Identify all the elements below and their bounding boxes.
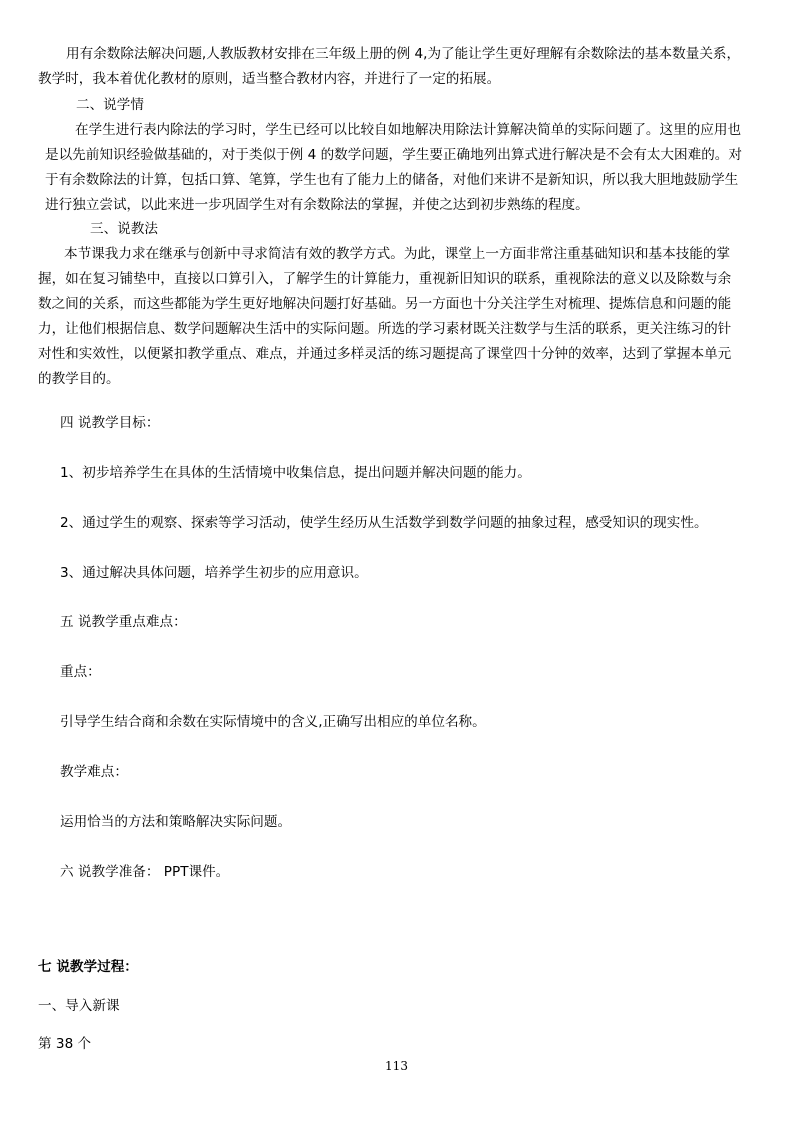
section-3-line-6: 的教学目的。	[38, 371, 120, 387]
section-3-line-3: 数之间的关系，而这些都能为学生更好地解决问题打好基础。另一方面也十分关注学生对梳理、提炼信息和问题的能	[38, 296, 732, 312]
difficulty-text: 运用恰当的方法和策略解决实际问题。	[60, 814, 292, 830]
section-3-line-4: 力，让他们根据信息、数学问题解决生活中的实际问题。所选的学习素材既关注数学与生活的联系，更关注练习的针	[38, 321, 732, 337]
section-3-line-5: 对性和实效性，以便紧扣教学重点、难点，并通过多样灵活的练习题提高了课堂四十分钟的效率，达到了掌握本单元	[38, 346, 732, 362]
section-3-heading: 三、说教法	[90, 221, 158, 237]
section-2-line-4: 进行独立尝试，以此来进一步巩固学生对有余数除法的掌握，并使之达到初步熟练的程度。	[45, 197, 589, 213]
section-2-line-2: 是以先前知识经验做基础的，对于类似于例 4 的数学问题，学生要正确地列出算式进行解决是不会有太大困难的。对	[45, 147, 742, 163]
section-3-line-1: 本节课我力求在继承与创新中寻求简洁有效的教学方式。为此，课堂上一方面非常注重基础知识和基本技能的掌	[64, 246, 731, 262]
section-4-heading: 四 说教学目标：	[60, 415, 160, 431]
section-2-heading: 二、说学情	[76, 97, 144, 113]
section-3-line-2: 握，如在复习铺垫中，直接以口算引入，了解学生的计算能力，重视新旧知识的联系，重视除法的意义以及除数与余	[38, 271, 732, 287]
section-7-heading: 七 说教学过程：	[38, 959, 138, 975]
goal-2: 2、通过学生的观察、探索等学习活动，使学生经历从生活数学到数学问题的抽象过程，感受知识的现实性。	[60, 515, 708, 531]
key-point-text: 引导学生结合商和余数在实际情境中的含义,正确写出相应的单位名称。	[60, 714, 486, 730]
difficulty-label: 教学难点：	[60, 764, 128, 780]
page-number: 113	[385, 1059, 408, 1073]
goal-1: 1、初步培养学生在具体的生活情境中收集信息，提出问题并解决问题的能力。	[60, 465, 531, 481]
section-2-line-3: 于有余数除法的计算，包括口算、笔算，学生也有了能力上的储备，对他们来讲不是新知识，所以我大胆地鼓励学生	[45, 172, 739, 188]
section-7-sub-1: 一、导入新课	[38, 998, 120, 1014]
section-6-heading: 六 说教学准备： PPT课件。	[60, 864, 230, 880]
intro-line-2: 教学时，我本着优化教材的原则，适当整合教材内容，并进行了一定的拓展。	[38, 71, 501, 87]
section-2-line-1: 在学生进行表内除法的学习时，学生已经可以比较自如地解决用除法计算解决简单的实际问题了。这里的应用也	[75, 122, 742, 138]
key-point-label: 重点：	[60, 664, 101, 680]
goal-3: 3、通过解决具体问题，培养学生初步的应用意识。	[60, 565, 368, 581]
intro-line-1: 用有余数除法解决问题,人教版教材安排在三年级上册的例 4,为了能让学生更好理解有余数除法的基本数量关系，	[66, 46, 741, 62]
section-5-heading: 五 说教学重点难点：	[60, 614, 187, 630]
section-7-sub-2: 第 38 个	[38, 1036, 92, 1052]
